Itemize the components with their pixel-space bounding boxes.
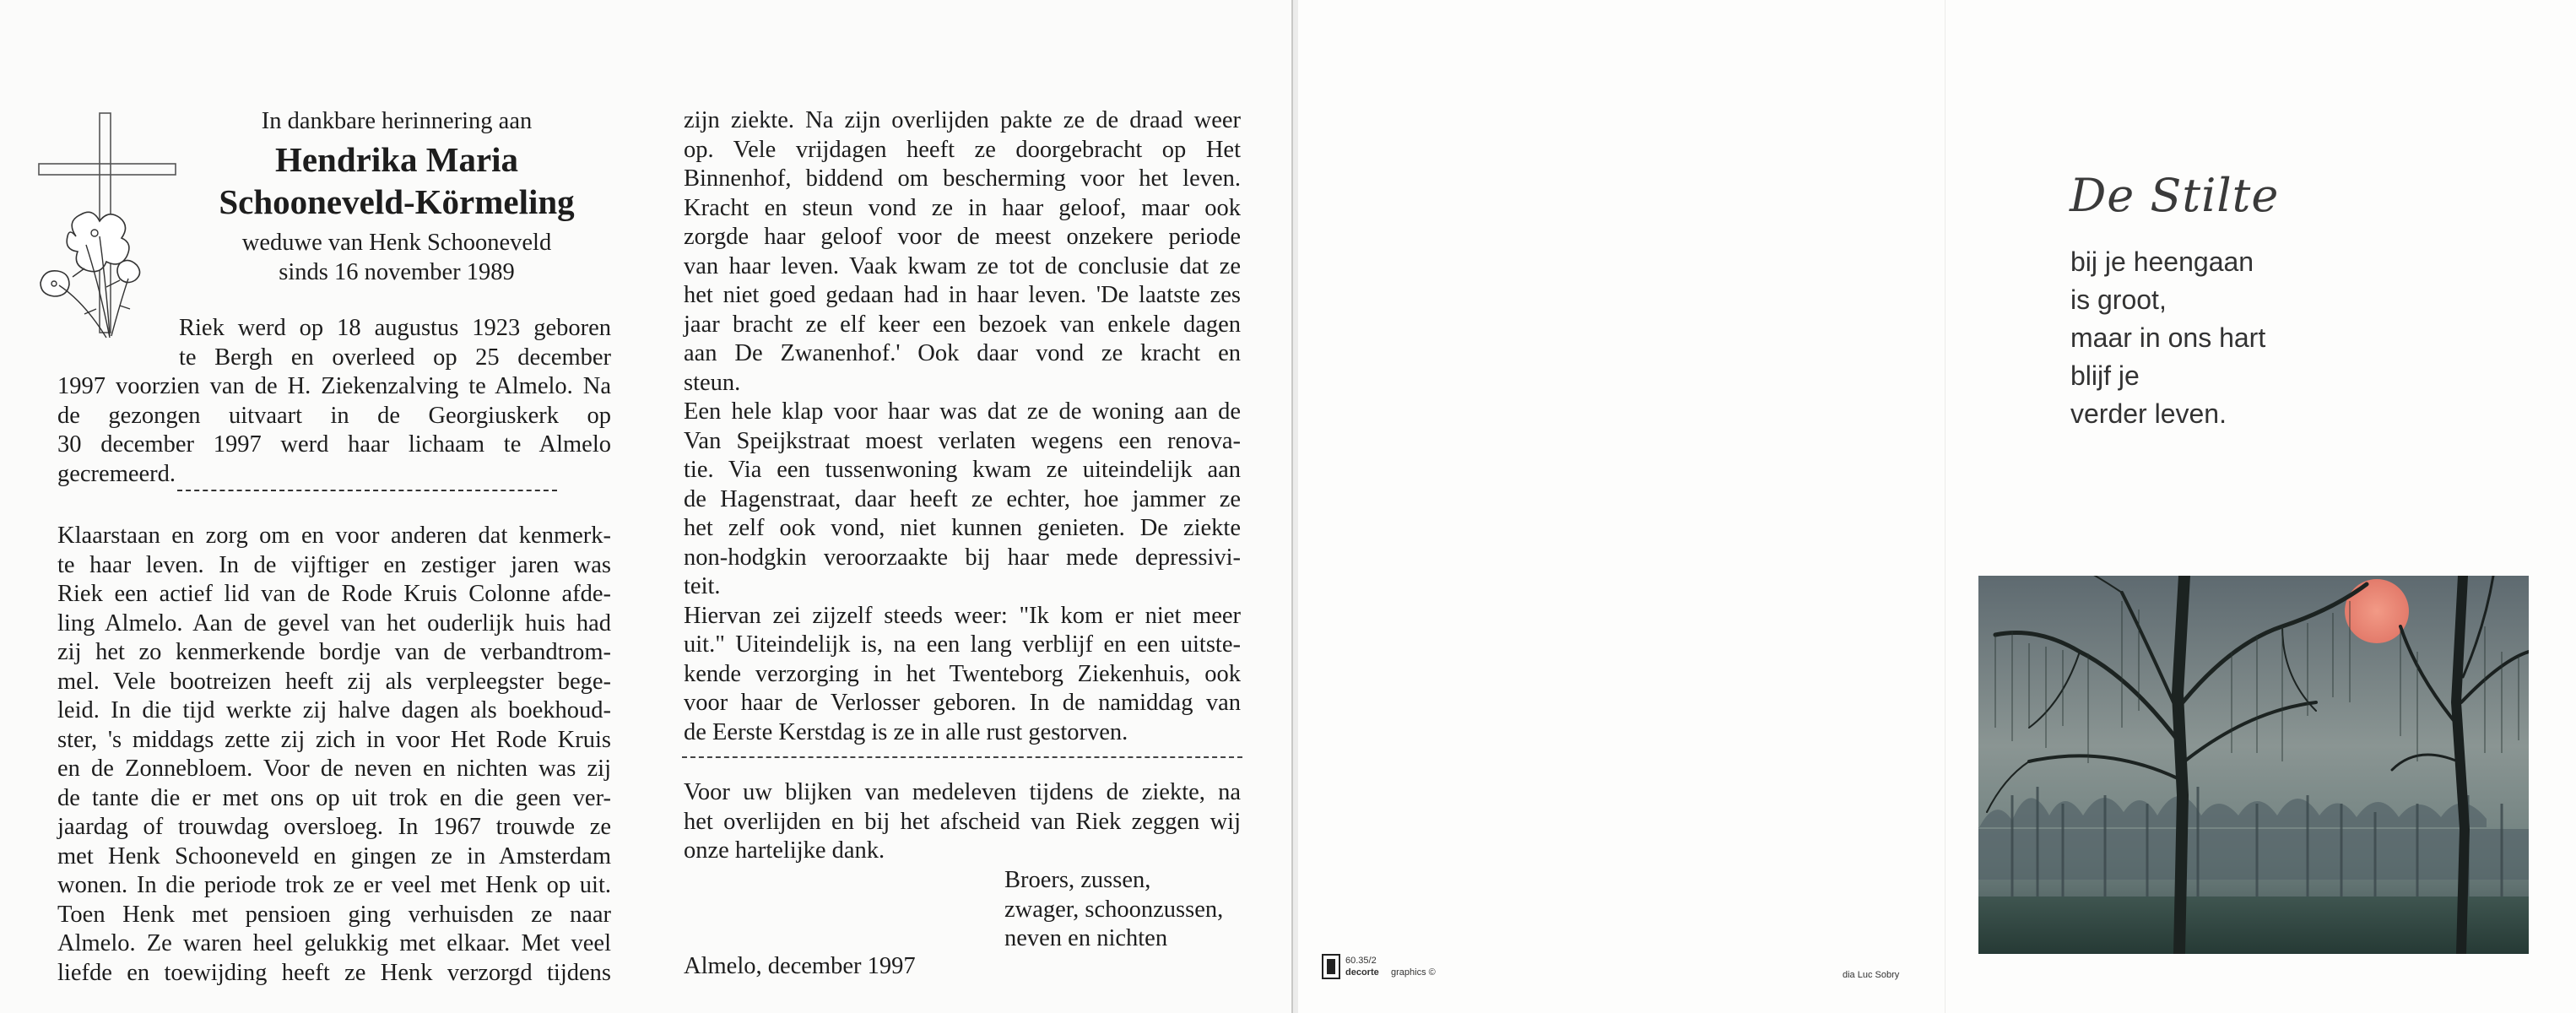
- poem-line: maar in ons hart: [2070, 322, 2266, 353]
- text-line: uit." Uiteindelijk is, na een lang verblijf en een uitste-: [684, 631, 1241, 658]
- text-line: kende verzorging in het Twenteborg Ziekenhuis, ook: [684, 660, 1241, 687]
- poem-title: De Stilte: [2070, 169, 2280, 222]
- signature-line: Broers, zussen,: [1004, 867, 1151, 893]
- text-line: Toen Henk met pensioen ging verhuisden ze naar: [57, 901, 611, 928]
- intro-line: In dankbare herinnering aan: [261, 108, 533, 134]
- text-line: 1997 voorzien van de H. Ziekenzalving te Almelo. Na: [57, 373, 611, 399]
- text-line: mel. Vele bootreizen heeft zij als verpleegster bege-: [57, 668, 611, 695]
- text-line: onze hartelijke dank.: [684, 837, 885, 864]
- signature-line: zwager, schoonzussen,: [1004, 896, 1224, 923]
- text-line: en de Zonnebloem. Voor de neven en nichten was zij: [57, 756, 611, 782]
- biography-intro: [57, 314, 611, 517]
- sunset-trees-photo: [1978, 576, 2529, 954]
- text-line: Hiervan zei zijzelf steeds weer: "Ik kom er niet meer: [684, 602, 1241, 629]
- text-line: aan De Zwanenhof.' Ook daar vond ze kracht en: [684, 340, 1241, 366]
- text-line: ling Almelo. Aan de gevel van het ouderlijk huis had: [57, 609, 611, 637]
- poem-line: bij je heengaan: [2070, 246, 2254, 277]
- publisher-suffix: graphics ©: [1391, 967, 1436, 978]
- thanks-paragraph: [684, 778, 1241, 871]
- text-line: Binnenhof, biddend om bescherming voor het leven.: [684, 165, 1241, 192]
- poem-line: is groot,: [2070, 284, 2167, 315]
- text-line: Riek een actief lid van de Rode Kruis Colonne afde-: [57, 581, 611, 607]
- text-line: gecremeerd.: [57, 460, 176, 487]
- product-code: 60.35/2: [1345, 956, 1377, 966]
- text-line: de gezongen uitvaart in de Georgiuskerk op: [57, 402, 611, 429]
- publisher-logo-icon: [1322, 954, 1340, 979]
- biography-column-2: [684, 106, 1241, 748]
- text-line: tie. Via een tussenwoning kwam ze uiteindelijk aan: [684, 457, 1241, 483]
- text-line: Almelo. Ze waren heel gelukkig met elkaar. Met veel: [57, 930, 611, 956]
- text-line: te haar leven. In de vijftiger en zestiger jaren was: [57, 551, 611, 578]
- text-line: steun.: [684, 369, 741, 396]
- text-line: teit.: [684, 573, 721, 599]
- text-line: leid. In die tijd werkte zij halve dagen als boekhoud-: [57, 697, 611, 723]
- text-line: de Hagenstraat, daar heeft ze echter, hoe jammer ze: [684, 485, 1241, 512]
- text-line: het overlijden en bij het afscheid van Riek zeggen wij: [684, 808, 1241, 835]
- text-line: de Eerste Kerstdag is ze in alle rust gestorven.: [684, 718, 1128, 745]
- deceased-surname: Schooneveld-Körmeling: [219, 182, 575, 221]
- text-line: Klaarstaan en zorg om en voor anderen dat kenmerk-: [57, 523, 611, 549]
- place-date: Almelo, december 1997: [684, 953, 916, 979]
- text-line: Van Speijkstraat moest verlaten wegens een renova-: [684, 427, 1241, 454]
- signature-block: [1004, 866, 1258, 954]
- card-header: [160, 105, 633, 287]
- text-line: jaardag of trouwdag oversloeg. In 1967 trouwde ze: [57, 814, 611, 840]
- text-line: Een hele klap voor haar was dat ze de woning aan de: [684, 398, 1241, 425]
- text-line: non-hodgkin veroorzaakte bij haar mede depressivi-: [684, 544, 1241, 571]
- text-line: zij het zo kenmerkende bordje van de verbandtrom-: [57, 639, 611, 665]
- photo-credit: dia Luc Sobry: [1843, 970, 1900, 980]
- text-line: het zelf ook vond, niet kunnen genieten. De ziekte: [684, 515, 1241, 541]
- text-line: zijn ziekte. Na zijn overlijden pakte ze de draad weer: [684, 107, 1241, 133]
- signature-line: neven en nichten: [1004, 925, 1168, 951]
- text-line: Voor uw blijken van medeleven tijdens de ziekte, na: [684, 779, 1241, 805]
- deceased-first-names: Hendrika Maria: [274, 140, 519, 179]
- dashed-divider: [177, 490, 557, 491]
- dashed-divider: [682, 756, 1242, 758]
- text-line: jaar bracht ze elf keer een bezoek van enkele dagen: [684, 311, 1241, 338]
- publisher-brand: decorte: [1345, 967, 1379, 978]
- text-line: Kracht en steun vond ze in haar geloof, maar ook: [684, 194, 1241, 221]
- text-line: met Henk Schooneveld en gingen ze in Amsterdam: [57, 842, 611, 869]
- text-line: op. Vele vrijdagen heeft ze doorgebracht op Het: [684, 136, 1241, 163]
- since-line: sinds 16 november 1989: [279, 259, 515, 285]
- biography-column-1: [57, 522, 611, 994]
- text-line: voor haar de Verlosser geboren. In de namiddag van: [684, 690, 1241, 716]
- poem-line: verder leven.: [2070, 398, 2227, 429]
- text-line: te Bergh en overleed op 25 december: [179, 344, 611, 371]
- text-line: 30 december 1997 werd haar lichaam te Almelo: [57, 431, 611, 458]
- obituary-card-right: [1298, 0, 2576, 1013]
- text-line: van haar leven. Vaak kwam ze tot de conclusie dat ze: [684, 252, 1241, 279]
- fold-line: [1945, 0, 1946, 1013]
- text-line: wonen. In die periode trok ze er veel met Henk op uit.: [57, 872, 611, 898]
- text-line: ster, 's middags zette zij zich in voor Het Rode Kruis: [57, 726, 611, 753]
- widow-line: weduwe van Henk Schooneveld: [241, 230, 552, 256]
- text-line: zorgde haar geloof voor de meest onzekere periode: [684, 224, 1241, 250]
- text-line: liefde en toewijding heeft ze Henk verzorgd tijdens: [57, 959, 611, 986]
- text-line: het niet goed gedaan had in haar leven. 'De laatste zes: [684, 282, 1241, 308]
- text-line: Riek werd op 18 augustus 1923 geboren: [179, 315, 611, 341]
- text-line: de tante die er met ons op uit trok en die geen ver-: [57, 784, 611, 811]
- poem-line: blijf je: [2070, 360, 2140, 391]
